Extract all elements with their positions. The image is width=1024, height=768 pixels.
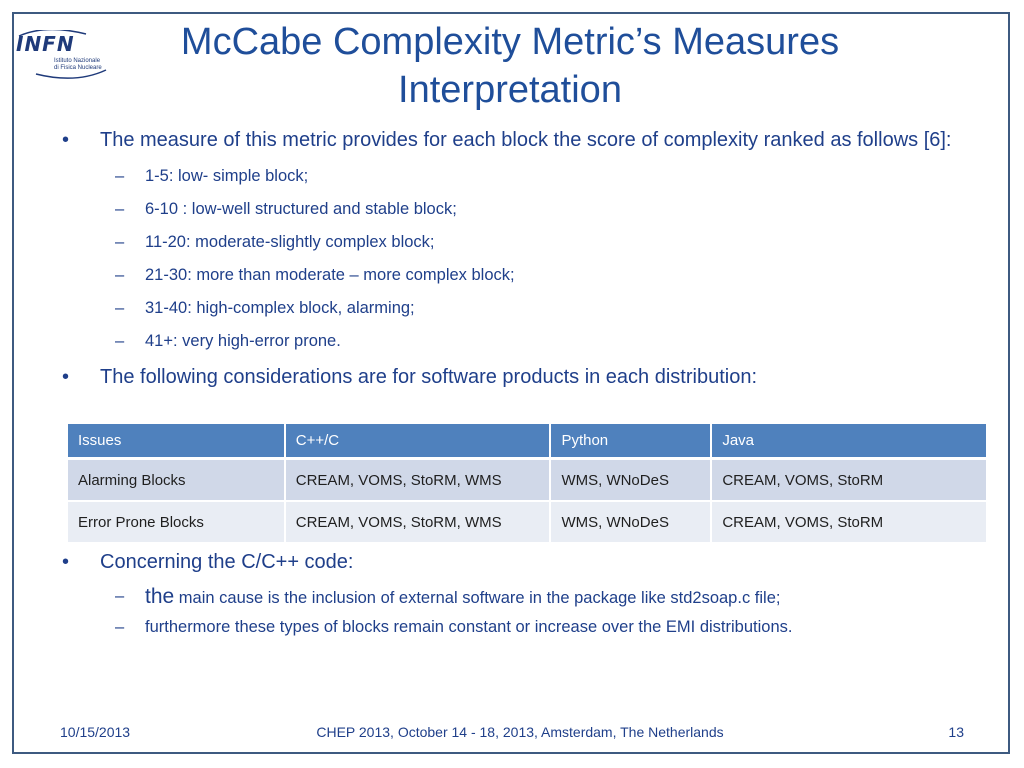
table-cell: CREAM, VOMS, StoRM <box>711 501 987 543</box>
footer-page-number: 13 <box>948 724 964 740</box>
cpp-note-text: main cause is the inclusion of external software in the package like std2soap.c file; <box>178 589 781 607</box>
logo-mark: INFN <box>16 32 75 56</box>
header-issues: Issues <box>68 424 285 459</box>
bullet-complexity-score <box>60 126 990 155</box>
rank-text: 11-20: moderate-slightly complex block; <box>145 233 435 251</box>
table-cell: WMS, WNoDeS <box>550 501 711 543</box>
dash-icon: – <box>115 618 125 636</box>
dash-icon: – <box>115 233 125 251</box>
slide-content <box>60 126 990 392</box>
rank-text: 6-10 : low-well structured and stable block; <box>145 200 457 218</box>
rank-item <box>60 198 990 221</box>
footer-event: CHEP 2013, October 14 - 18, 2013, Amsterdam, The Netherlands <box>316 724 724 740</box>
dash-icon: – <box>115 167 125 185</box>
header-cpp: C++/C <box>285 424 551 459</box>
cpp-section <box>60 548 990 639</box>
rank-item <box>60 165 990 188</box>
title-line-2: Interpretation <box>398 69 622 111</box>
bullet-icon: • <box>62 366 70 388</box>
rank-text: 1-5: low- simple block; <box>145 167 309 185</box>
dash-icon: – <box>115 299 125 317</box>
logo-subtitle <box>54 58 102 72</box>
table-cell: CREAM, VOMS, StoRM, WMS <box>285 501 551 543</box>
infn-logo <box>16 30 126 80</box>
bullet-icon: • <box>62 551 70 573</box>
bullet-icon: • <box>62 129 70 151</box>
table-row <box>68 501 987 543</box>
dash-icon: – <box>115 587 125 605</box>
bullet-cpp-code <box>60 548 990 577</box>
rank-item <box>60 264 990 287</box>
table-cell: CREAM, VOMS, StoRM, WMS <box>285 459 551 502</box>
title-line-1: McCabe Complexity Metric’s Measures <box>180 21 840 63</box>
logo-line-1: Istituto Nazionale <box>54 58 101 64</box>
header-python: Python <box>550 424 711 459</box>
distribution-table <box>68 424 988 544</box>
rank-item <box>60 330 990 353</box>
bullet-text: The measure of this metric provides for each block the score of complexity ranked as follows [6]: <box>100 129 952 151</box>
rank-text: 41+: very high-error prone. <box>145 332 341 350</box>
footer-date: 10/15/2013 <box>60 724 131 740</box>
table-row <box>68 459 987 502</box>
table-cell: Error Prone Blocks <box>68 501 285 543</box>
cpp-note <box>60 616 905 639</box>
rank-item <box>60 297 990 320</box>
table-cell: WMS, WNoDeS <box>550 459 711 502</box>
slide-title <box>120 18 900 114</box>
cpp-note-text: furthermore these types of blocks remain constant or increase over the EMI distributions. <box>145 618 793 636</box>
cpp-note-lead: the <box>145 585 175 608</box>
cpp-note <box>60 585 990 610</box>
bullet-considerations <box>60 363 990 392</box>
bullet-text: Concerning the C/C++ code: <box>100 551 354 573</box>
header-java: Java <box>711 424 987 459</box>
table-cell: Alarming Blocks <box>68 459 285 502</box>
rank-text: 21-30: more than moderate – more complex block; <box>145 266 515 284</box>
dash-icon: – <box>115 266 125 284</box>
rank-text: 31-40: high-complex block, alarming; <box>145 299 415 317</box>
table-header-row <box>68 424 987 459</box>
logo-line-2: di Fisica Nucleare <box>54 65 102 71</box>
rank-item <box>60 231 990 254</box>
table-cell: CREAM, VOMS, StoRM <box>711 459 987 502</box>
dash-icon: – <box>115 200 125 218</box>
dash-icon: – <box>115 332 125 350</box>
bullet-text: The following considerations are for software products in each distribution: <box>100 366 758 388</box>
